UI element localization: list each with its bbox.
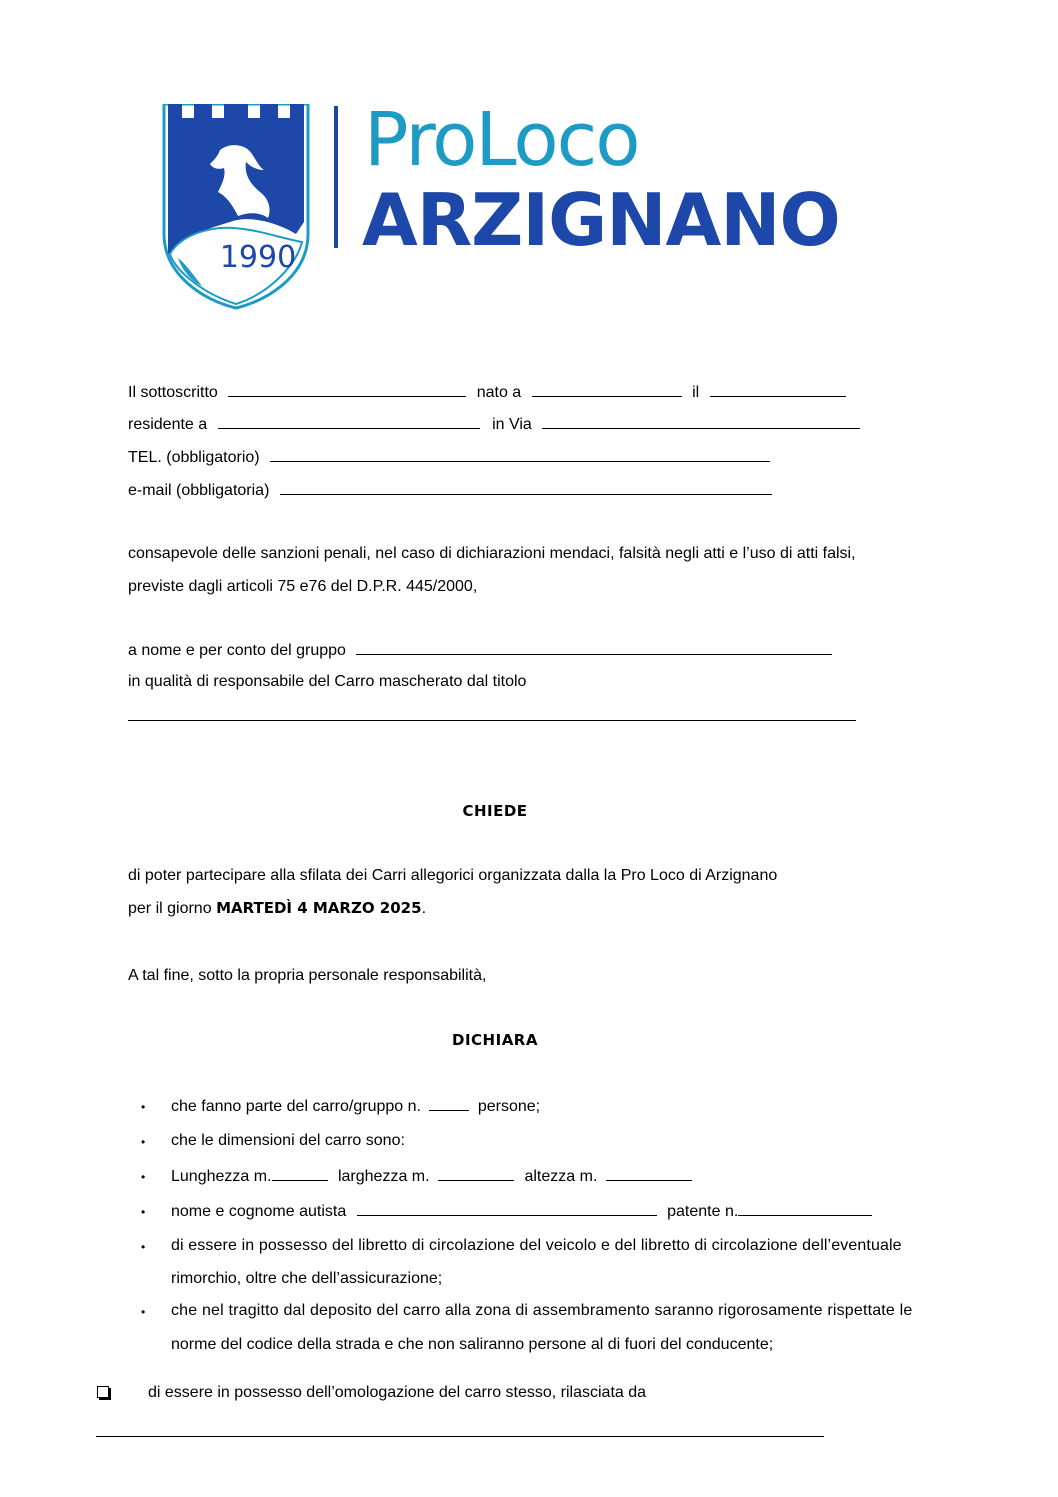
label-larghezza: larghezza m. (337, 1168, 430, 1185)
field-patente[interactable] (738, 1201, 872, 1216)
event-date: MARTEDÌ 4 MARZO 2025 (216, 899, 422, 917)
field-altezza[interactable] (606, 1166, 692, 1181)
label-sottoscritto: Il sottoscritto (128, 384, 218, 401)
bullet-icon: • (141, 1205, 146, 1219)
dichiara-item-autista (171, 1201, 872, 1222)
field-omologazione[interactable] (96, 1436, 824, 1437)
field-tel[interactable] (270, 447, 770, 462)
logo-title-arzignano: ARZIGNANO (362, 178, 840, 262)
field-email[interactable] (280, 480, 772, 495)
bullet-icon: • (141, 1100, 146, 1114)
label-persone: persone; (477, 1098, 541, 1115)
label-residente-a: residente a (128, 416, 208, 433)
row-email (128, 480, 772, 501)
chiede-line-2 (128, 898, 426, 919)
label-titolo-carro: in qualità di responsabile del Carro mascherato dal titolo (128, 673, 527, 690)
bullet-icon: • (141, 1240, 146, 1254)
field-via[interactable] (542, 414, 860, 429)
dichiara-item-dimensioni: che le dimensioni del carro sono: (171, 1132, 405, 1149)
label-email: e-mail (obbligatoria) (128, 482, 270, 499)
field-sottoscritto[interactable] (228, 382, 466, 397)
field-nato-a[interactable] (532, 382, 682, 397)
dichiara-item-tragitto-line-1: che nel tragitto dal deposito del carro alla zona di assembramento saranno rigorosamente rispettate le (171, 1302, 913, 1319)
logo-shield-icon (160, 104, 312, 310)
field-gruppo[interactable] (356, 640, 832, 655)
field-data-nascita[interactable] (710, 382, 846, 397)
label-omologazione: di essere in possesso dell’omologazione del carro stesso, rilasciata da (148, 1384, 647, 1401)
fine-line: A tal fine, sotto la propria personale responsabilità, (128, 967, 487, 984)
label-patente: patente n. (667, 1203, 739, 1220)
field-autista[interactable] (357, 1201, 657, 1216)
dichiara-item-persone (171, 1096, 540, 1117)
row-tel (128, 447, 770, 468)
dichiara-item-libretto-line-1: di essere in possesso del libretto di circolazione del veicolo e del libretto di circolazione dell’eventuale (171, 1237, 902, 1254)
heading-chiede: CHIEDE (462, 802, 528, 820)
label-altezza: altezza m. (524, 1168, 598, 1185)
field-numero-persone[interactable] (429, 1096, 469, 1111)
chiede-prefix: per il giorno (128, 900, 212, 917)
field-titolo-carro[interactable] (128, 720, 856, 721)
row-residenza (128, 414, 860, 435)
chiede-line-1: di poter partecipare alla sfilata dei Carri allegorici organizzata dalla la Pro Loco di Arzignano (128, 867, 778, 884)
dichiara-item-misure (171, 1166, 692, 1187)
label-nato-a: nato a (476, 384, 522, 401)
row-sottoscritto (128, 382, 846, 403)
omologazione-checkbox[interactable] (97, 1386, 109, 1398)
logo-year: 1990 (219, 240, 297, 275)
dichiara-item-tragitto-line-2: norme del codice della strada e che non saliranno persone al di fuori del conducente; (171, 1336, 774, 1353)
label-gruppo: a nome e per conto del gruppo (128, 642, 346, 659)
label-in-via: in Via (492, 416, 532, 433)
label-numero-gruppo: che fanno parte del carro/gruppo n. (171, 1098, 421, 1115)
consapevole-line-1: consapevole delle sanzioni penali, nel caso di dichiarazioni mendaci, falsità negli atti e l’uso di atti falsi, (128, 545, 856, 562)
label-tel: TEL. (obbligatorio) (128, 449, 260, 466)
heading-dichiara: DICHIARA (452, 1031, 538, 1049)
row-gruppo (128, 640, 832, 661)
label-il: il (692, 384, 700, 401)
field-lunghezza[interactable] (272, 1166, 328, 1181)
logo-title-proloco: ProLoco (364, 97, 639, 183)
bullet-icon: • (141, 1305, 146, 1319)
field-residente-a[interactable] (218, 414, 480, 429)
bullet-icon: • (141, 1135, 146, 1149)
bullet-icon: • (141, 1170, 146, 1184)
consapevole-line-2: previste dagli articoli 75 e76 del D.P.R. 445/2000, (128, 578, 478, 595)
logo-divider (334, 106, 338, 248)
label-autista: nome e cognome autista (171, 1203, 347, 1220)
field-larghezza[interactable] (438, 1166, 514, 1181)
label-lunghezza: Lunghezza m. (171, 1168, 272, 1185)
dichiara-item-libretto-line-2: rimorchio, oltre che dell’assicurazione; (171, 1270, 443, 1287)
chiede-suffix: . (421, 900, 427, 917)
